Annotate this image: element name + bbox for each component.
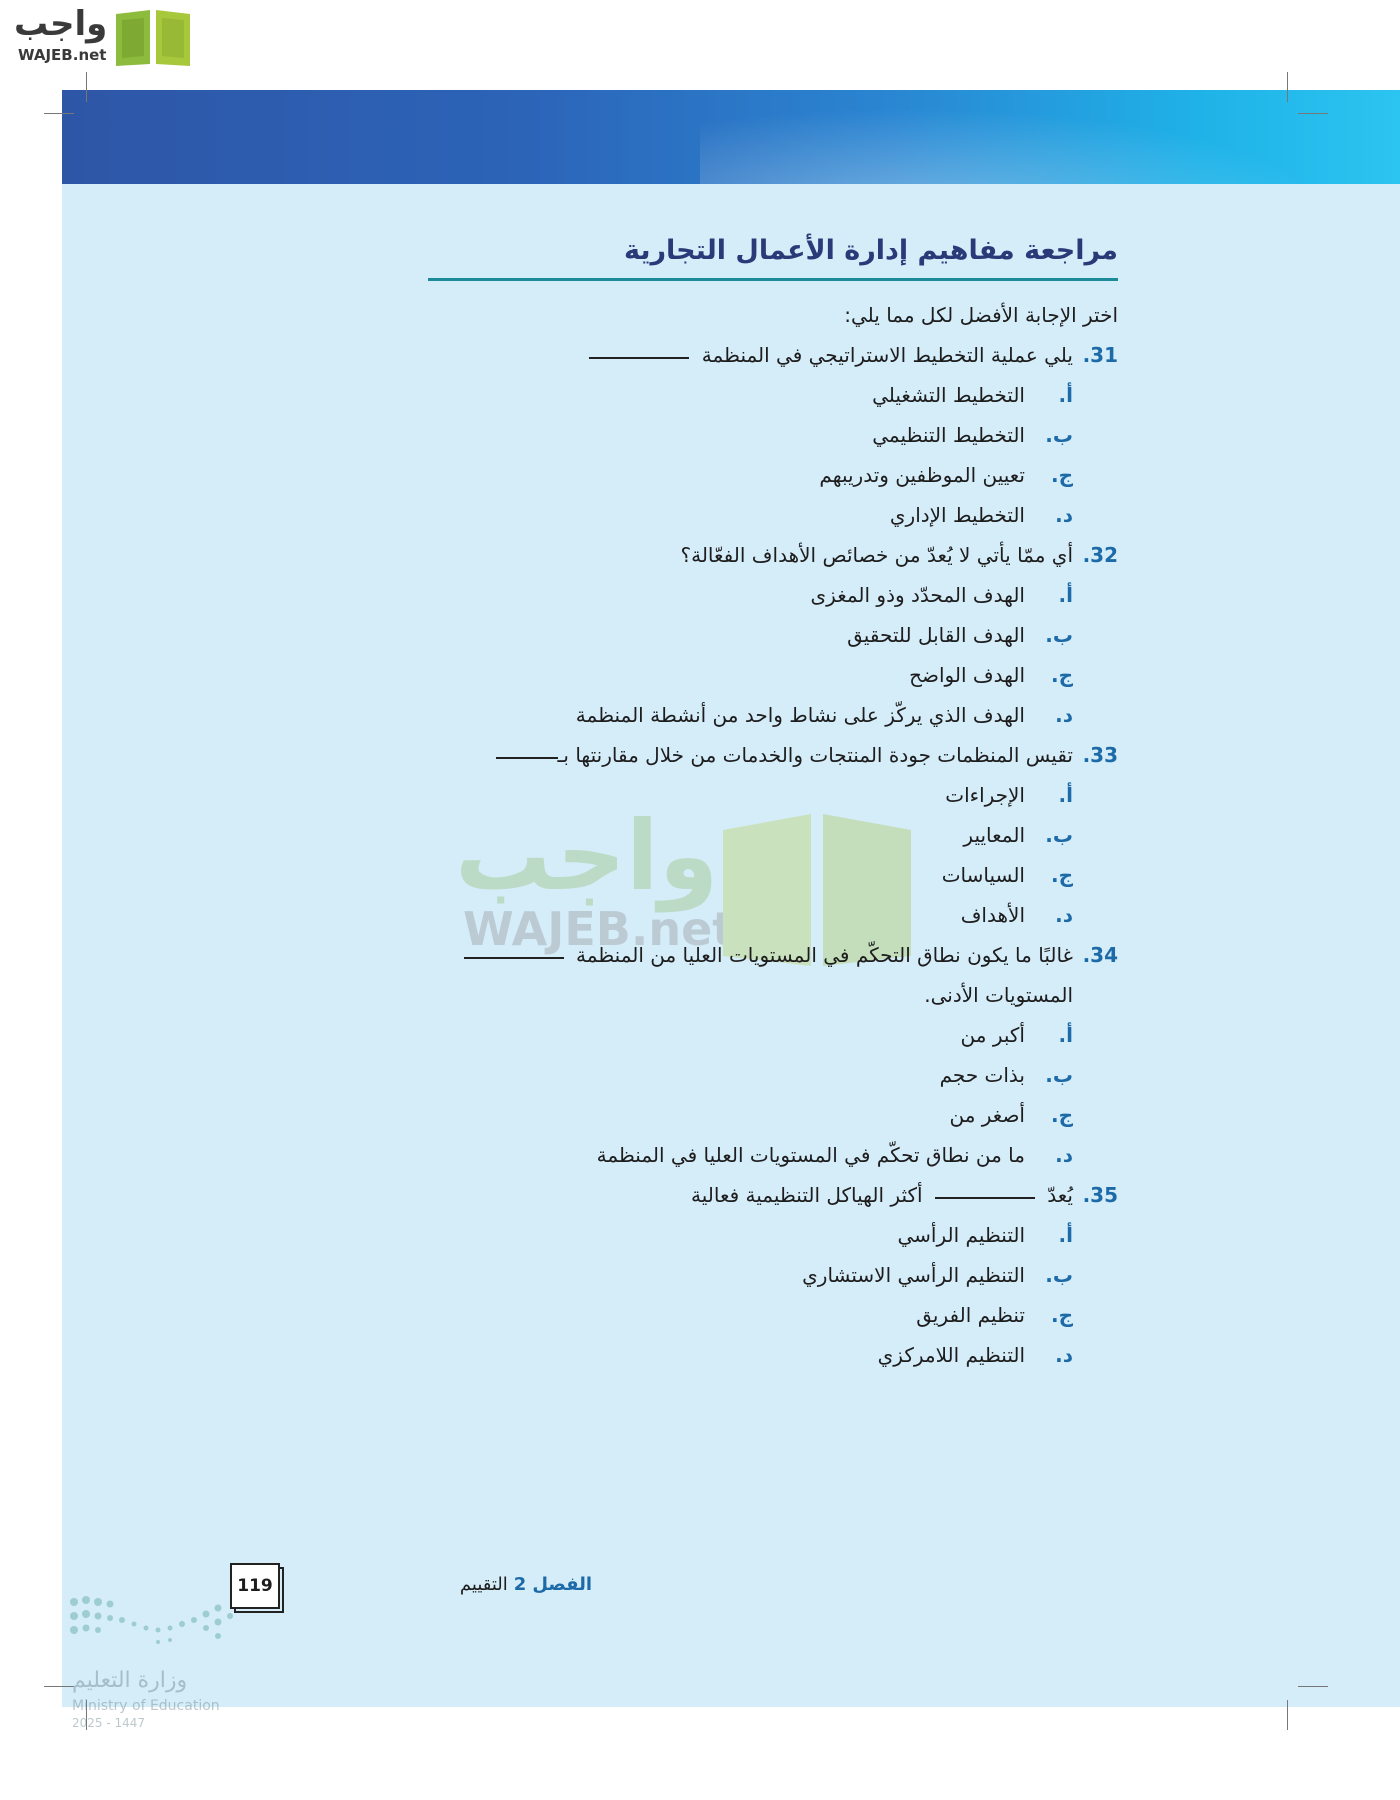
question-32 <box>428 535 1118 575</box>
question-number: .32 <box>1082 543 1118 567</box>
option-letter: أ. <box>1058 583 1073 607</box>
crop-mark <box>1298 1686 1328 1687</box>
crop-mark <box>1298 113 1328 114</box>
option-32-c[interactable] <box>428 655 1118 695</box>
answer-blank <box>935 1195 1035 1199</box>
question-35 <box>428 1175 1118 1215</box>
option-letter: ج. <box>1050 463 1073 487</box>
watermark-wordmark: واجب <box>455 800 719 912</box>
option-35-a[interactable] <box>428 1215 1118 1255</box>
question-text-continued: المستويات الأدنى. <box>924 983 1073 1007</box>
instruction-text: اختر الإجابة الأفضل لكل مما يلي: <box>844 303 1118 327</box>
option-letter: د. <box>1055 1143 1073 1167</box>
option-letter: ج. <box>1050 1303 1073 1327</box>
option-text: التخطيط التشغيلي <box>872 383 1025 407</box>
option-34-a[interactable] <box>428 1015 1118 1055</box>
option-text: الهدف المحدّد وذو المغزى <box>810 583 1025 607</box>
chapter-label: الفصل <box>532 1574 592 1595</box>
option-letter: ب. <box>1045 823 1073 847</box>
option-text: الأهداف <box>960 903 1025 927</box>
option-text: التنظيم اللامركزي <box>877 1343 1025 1367</box>
option-text: التخطيط التنظيمي <box>872 423 1025 447</box>
option-letter: أ. <box>1058 783 1073 807</box>
question-number: .31 <box>1082 343 1118 367</box>
crop-mark <box>1287 1700 1288 1730</box>
option-34-d[interactable] <box>428 1135 1118 1175</box>
ministry-logo <box>66 1590 256 1730</box>
option-33-d[interactable] <box>428 895 1118 935</box>
ministry-year: 2025 - 1447 <box>72 1716 146 1730</box>
option-letter: أ. <box>1058 1023 1073 1047</box>
question-31 <box>428 335 1118 375</box>
question-33 <box>428 735 1118 775</box>
option-text: المعايير <box>963 823 1025 847</box>
option-text: الإجراءات <box>945 783 1025 807</box>
option-text: أصغر من <box>949 1103 1025 1127</box>
option-text: التنظيم الرأسي <box>897 1223 1025 1247</box>
option-34-b[interactable] <box>428 1055 1118 1095</box>
option-33-a[interactable] <box>428 775 1118 815</box>
option-31-a[interactable] <box>428 375 1118 415</box>
option-35-c[interactable] <box>428 1295 1118 1335</box>
option-31-d[interactable] <box>428 495 1118 535</box>
section-title: مراجعة مفاهيم إدارة الأعمال التجارية <box>623 235 1118 266</box>
option-letter: أ. <box>1058 1223 1073 1247</box>
logo-wordmark: واجب <box>14 4 108 44</box>
review-section <box>428 226 1118 1375</box>
question-number: .34 <box>1082 943 1118 967</box>
option-34-c[interactable] <box>428 1095 1118 1135</box>
option-text: أكبر من <box>960 1023 1025 1047</box>
wajeb-logo[interactable] <box>8 4 188 68</box>
option-letter: أ. <box>1058 383 1073 407</box>
option-text: السياسات <box>941 863 1025 887</box>
option-text: تعيين الموظفين وتدريبهم <box>819 463 1025 487</box>
answer-blank <box>496 755 558 759</box>
answer-blank <box>464 955 564 959</box>
option-letter: د. <box>1055 503 1073 527</box>
option-text: التخطيط الإداري <box>889 503 1025 527</box>
ministry-english: Ministry of Education <box>72 1698 220 1714</box>
question-text: يُعدّ <box>1047 1183 1073 1207</box>
option-letter: د. <box>1055 1343 1073 1367</box>
option-text: التنظيم الرأسي الاستشاري <box>802 1263 1025 1287</box>
option-text: تنظيم الفريق <box>916 1303 1025 1327</box>
option-letter: د. <box>1055 903 1073 927</box>
answer-blank <box>589 355 689 359</box>
option-text: ما من نطاق تحكّم في المستويات العليا في المنظمة <box>596 1143 1025 1167</box>
option-text: بذات حجم <box>939 1063 1025 1087</box>
ministry-dots-icon <box>66 1590 236 1660</box>
question-number: .35 <box>1082 1183 1118 1207</box>
question-text: غالبًا ما يكون نطاق التحكّم في المستويات العليا من المنظمة <box>575 943 1073 967</box>
ministry-arabic: وزارة التعليم <box>72 1668 188 1693</box>
logo-domain: WAJEB.net <box>18 46 107 64</box>
option-35-d[interactable] <box>428 1335 1118 1375</box>
crop-mark <box>86 72 87 102</box>
option-33-c[interactable] <box>428 855 1118 895</box>
option-letter: ج. <box>1050 863 1073 887</box>
question-text-continued: أكثر الهياكل التنظيمية فعالية <box>691 1183 923 1207</box>
question-number: .33 <box>1082 743 1118 767</box>
question-text: أي ممّا يأتي لا يُعدّ من خصائص الأهداف الفعّالة؟ <box>680 543 1073 567</box>
crop-mark <box>44 113 74 114</box>
question-34 <box>428 935 1118 1015</box>
option-text: الهدف الواضح <box>909 663 1025 687</box>
option-letter: ب. <box>1045 1263 1073 1287</box>
option-text: الهدف الذي يركّز على نشاط واحد من أنشطة المنظمة <box>575 703 1025 727</box>
option-32-a[interactable] <box>428 575 1118 615</box>
option-letter: ب. <box>1045 623 1073 647</box>
option-33-b[interactable] <box>428 815 1118 855</box>
watermark-domain: WAJEB.net <box>463 902 735 956</box>
banner-highlight <box>700 90 1400 184</box>
title-underline <box>428 278 1118 281</box>
option-letter: ج. <box>1050 663 1073 687</box>
option-35-b[interactable] <box>428 1255 1118 1295</box>
page-number: 119 <box>230 1563 280 1609</box>
question-text: يلي عملية التخطيط الاستراتيجي في المنظمة <box>701 343 1073 367</box>
option-31-c[interactable] <box>428 455 1118 495</box>
crop-mark <box>1287 72 1288 102</box>
option-letter: د. <box>1055 703 1073 727</box>
option-letter: ب. <box>1045 423 1073 447</box>
option-32-b[interactable] <box>428 615 1118 655</box>
option-text: الهدف القابل للتحقيق <box>847 623 1025 647</box>
option-letter: ج. <box>1050 1103 1073 1127</box>
book-icon <box>112 6 194 68</box>
question-text: تقيس المنظمات جودة المنتجات والخدمات من خلال مقارنتها بـ <box>557 743 1073 767</box>
chapter-title: التقييم <box>459 1574 508 1595</box>
chapter-footer <box>420 1570 592 1600</box>
option-32-d[interactable] <box>428 695 1118 735</box>
chapter-number: 2 <box>513 1574 527 1595</box>
option-letter: ب. <box>1045 1063 1073 1087</box>
option-31-b[interactable] <box>428 415 1118 455</box>
